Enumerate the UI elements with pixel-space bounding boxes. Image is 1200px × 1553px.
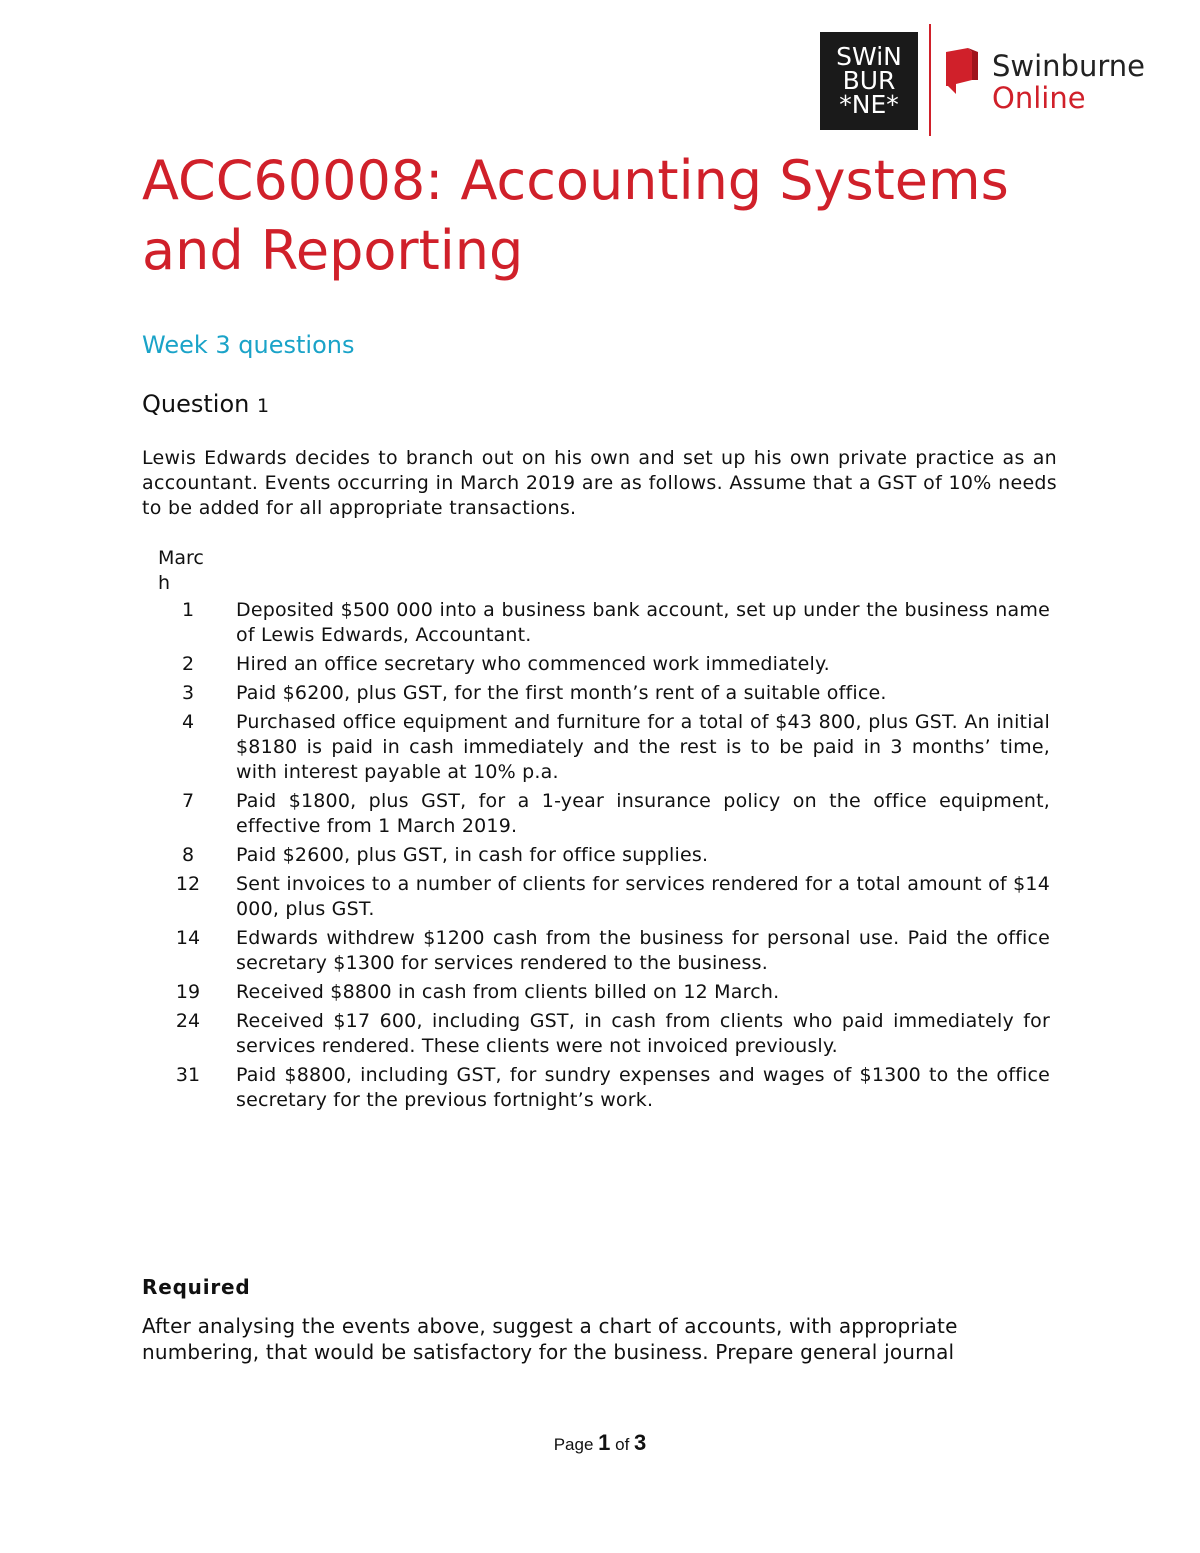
event-row xyxy=(140,1063,1050,1113)
event-day: 7 xyxy=(181,790,195,812)
event-row xyxy=(140,843,1050,868)
event-text: Paid $1800, plus GST, for a 1-year insurance policy on the office equipment, effective from 1 March 2019. xyxy=(236,790,1050,837)
events-list xyxy=(140,598,1050,1117)
event-row xyxy=(140,789,1050,839)
logo-line-1: SWiN xyxy=(836,42,902,71)
event-day: 24 xyxy=(175,1010,201,1032)
question-heading xyxy=(142,390,269,418)
event-row xyxy=(140,980,1050,1005)
event-day: 1 xyxy=(181,599,195,621)
event-text: Received $17 600, including GST, in cash from clients who paid immediately for services rendered. These clients were not invoiced previously. xyxy=(236,1010,1050,1057)
event-text: Paid $2600, plus GST, in cash for office supplies. xyxy=(236,844,709,866)
swinburne-logo-block xyxy=(820,32,918,130)
event-day: 3 xyxy=(181,682,195,704)
event-text: Paid $6200, plus GST, for the first month’s rent of a suitable office. xyxy=(236,682,887,704)
page-footer xyxy=(0,1430,1200,1456)
events-month-header: March xyxy=(158,547,204,594)
question-label: Question xyxy=(142,390,250,418)
event-day: 14 xyxy=(175,927,201,949)
event-day: 12 xyxy=(175,873,201,895)
event-day: 2 xyxy=(181,653,195,675)
footer-total-pages: 3 xyxy=(634,1430,647,1455)
footer-of-word: of xyxy=(615,1435,630,1454)
document-title: ACC60008: Accounting Systems and Reporting xyxy=(142,149,1009,282)
event-row xyxy=(140,872,1050,922)
logo-line-2: BUR xyxy=(842,66,896,95)
event-text: Deposited $500 000 into a business bank account, set up under the business name of Lewis Edwards, Accountant. xyxy=(236,599,1050,646)
required-heading: Required xyxy=(142,1275,251,1299)
question-number: 1 xyxy=(256,395,270,417)
event-text: Purchased office equipment and furniture for a total of $43 800, plus GST. An initial $8180 is paid in cash immediately and the rest is to be paid in 3 months’ time, with interest payable at 10% p.a. xyxy=(236,711,1050,783)
logo-divider xyxy=(929,24,931,136)
event-row xyxy=(140,710,1050,785)
event-row xyxy=(140,681,1050,706)
event-row xyxy=(140,1009,1050,1059)
wordmark-swinburne: Swinburne xyxy=(992,49,1145,83)
event-day: 19 xyxy=(175,981,201,1003)
event-day: 31 xyxy=(175,1064,201,1086)
event-row xyxy=(140,652,1050,677)
required-text: After analysing the events above, suggest a chart of accounts, with appropriate numbering, that would be satisfactory for the business. Prepare general journal xyxy=(142,1314,958,1364)
swinburne-online-wordmark xyxy=(992,50,1145,114)
event-text: Received $8800 in cash from clients billed on 12 March. xyxy=(236,981,780,1003)
event-text: Hired an office secretary who commenced work immediately. xyxy=(236,653,830,675)
wordmark-online: Online xyxy=(992,81,1086,115)
event-text: Edwards withdrew $1200 cash from the business for personal use. Paid the office secretary $1300 for services rendered to the business. xyxy=(236,927,1050,974)
question-intro: Lewis Edwards decides to branch out on his own and set up his own private practice as an accountant. Events occurring in March 2019 are as follows. Assume that a GST of 10% needs to be added for all appropriate transactions. xyxy=(142,447,1057,519)
week-subtitle: Week 3 questions xyxy=(142,331,355,359)
footer-page-word: Page xyxy=(553,1435,594,1454)
logo-line-3: *NE* xyxy=(839,90,899,119)
event-day: 8 xyxy=(181,844,195,866)
swinburne-speech-mark-icon xyxy=(942,46,982,96)
event-day: 4 xyxy=(181,711,195,733)
event-text: Paid $8800, including GST, for sundry expenses and wages of $1300 to the office secretary for the previous fortnight’s work. xyxy=(236,1064,1050,1111)
event-text: Sent invoices to a number of clients for services rendered for a total amount of $14 000, plus GST. xyxy=(236,873,1050,920)
event-row xyxy=(140,598,1050,648)
footer-current-page: 1 xyxy=(598,1430,611,1455)
event-row xyxy=(140,926,1050,976)
